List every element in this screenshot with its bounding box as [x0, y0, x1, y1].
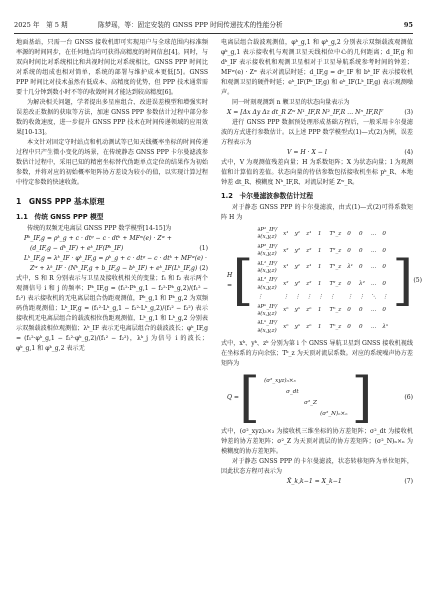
matrix-cell: …: [370, 247, 377, 254]
paragraph: 为解决相关问题，学者提出多星座组合、改进误差模型和增强实时误差改正数据的获取等方法，加速 GNSS PPP 参数估计过程中部分参数的收敛速度，进一步提升 GNSS PPP 技术在时间传递领域的应用效果[10-13]。: [16, 99, 208, 136]
matrix-row: [255, 261, 390, 276]
equation-4: V = H · X − l (4): [287, 149, 413, 156]
matrix-cell: ⋮: [283, 294, 289, 301]
matrix-cell: T¹_z: [329, 264, 342, 271]
matrix-cell: 1: [317, 230, 322, 237]
equation-number: (1): [199, 245, 208, 252]
matrix-cell: ⋱: [370, 294, 377, 301]
matrix-cell: z¹: [306, 230, 312, 237]
matrix-cell: ⋮: [382, 294, 389, 301]
matrix-cell: ⋮: [359, 294, 365, 301]
matrix-row: [255, 277, 390, 292]
matrix-cell: …: [370, 264, 377, 271]
matrix-cell: yⁿ: [294, 307, 301, 314]
matrix-cell: zⁿ: [306, 307, 312, 314]
matrix-cell: 0: [347, 307, 351, 314]
matrix-cell: z²: [306, 281, 312, 288]
matrix-cell: 0: [382, 247, 386, 254]
matrix-cell: 1: [317, 307, 322, 314]
matrix-row: [255, 227, 390, 242]
equation-number: (5): [413, 277, 422, 285]
matrix-cell: 0: [359, 307, 363, 314]
left-column: [16, 38, 208, 354]
matrix-cell: ∂P¹_IF/∂(x,y,z): [257, 227, 278, 241]
paragraph: 进行 GNSS PPP 数据预处理形成基础方程后，一般采用卡尔曼滤波的方式进行参数估计。以上述 PPP 数学模型式(1)—式(2)为例，误差方程表示为: [221, 119, 413, 146]
matrix-cell: yⁿ: [294, 324, 301, 331]
matrix-q-body: (σ²_xyz)₃×₃ σ_dt σ²_Z (σ²_N)ₙ×ₙ: [264, 378, 348, 418]
matrix-cell: x¹: [283, 230, 289, 237]
matrix-cell: ⋮: [294, 294, 301, 301]
matrix-cell: xⁿ: [283, 307, 289, 314]
matrix-cell: ⋮: [347, 294, 353, 301]
matrix-cell: Tⁿ_z: [329, 324, 342, 331]
matrix-cell: y¹: [294, 230, 301, 237]
paragraph: 地面基站，只需一台 GNSS 接收机即可实现用户与全球范围内标准频率源的时间同步，在任何地点均可获得高精度的时间信息[4]。同时，与双向时间比对系统相比和共视时间比对系统相比，GNSS PPP 时间比对系统的组成也相对简单，系统的部署与维护成本更低[5]。GNSS PPP 时间比对技术虽然有低成本、高精度的优势，但 PPP 技术通常需要十几分钟到数小时不等的收敛时间才能达到较高精度[6]。: [16, 39, 208, 96]
matrix-cell: 0: [347, 247, 351, 254]
matrix-cell: y²: [294, 281, 301, 288]
matrix-h-body: [253, 225, 392, 337]
matrix-cell: 0: [359, 230, 363, 237]
matrix-cell: 0: [382, 264, 386, 271]
right-column: [221, 38, 422, 487]
matrix-cell: 0: [359, 247, 363, 254]
equation-number: (4): [404, 149, 413, 156]
header-rule: [14, 33, 413, 34]
matrix-cell: ∂L¹_IF/∂(x,y,z): [257, 260, 278, 275]
subsection-heading: 1.2 卡尔曼滤波参数估计过程: [221, 192, 314, 200]
matrix-cell: …: [370, 230, 377, 237]
equation-2: Lᵏ_IF,g = λᵏ_IF · φᵏ_IF,g = ρᵏ_g + c · dtᵍ − c · dtᵏ + MFʷ(e) · Zʷ + λᵏ_IF · (Nᵏ_IF,g + b_IF,g − bᵏ_IF) + eᵏ_IF(Lᵏ_IF,g) (2): [24, 255, 208, 272]
equation-7: X̂_k,k−1 = X_k−1 (7): [287, 478, 413, 486]
paragraph: 电离层组合载波观测值，φᵏ_g,1 和 φᵏ_g,2 分别表示双频载波观测值 φᵏ_g,1 表示接收机与观测卫星天线相位中心的几何距离；d_IF,g 和 dᵏ_IF 表示接收机和观测卫星相对于卫星导航系统参考时间的钟差；MFʷ(e) · Zʷ 表示对流层时延；d_IF,g = dᵍ_IF 和 bᵏ_IF 表示接收机和观测卫星的硬件时延；eᵏ_IF(Pᵏ_IF,g) 和 eᵏ_IF(Lᵏ_IF,g) 表示观测噪声。: [221, 39, 413, 96]
matrix-cell: 0: [347, 281, 351, 288]
equation-number: (7): [404, 478, 413, 486]
matrix-cell: …: [370, 307, 377, 314]
matrix-cell: 1: [317, 264, 322, 271]
matrix-cell: 0: [359, 264, 363, 271]
matrix-cell: 0: [382, 307, 386, 314]
matrix-cell: ⋮: [329, 294, 336, 301]
matrix-cell: ⋮: [306, 294, 312, 301]
matrix-row: [255, 244, 390, 259]
matrix-row: [255, 304, 390, 319]
paragraph: 传统的双频无电离层 GNSS PPP 数学模型[14-15]为: [27, 225, 172, 232]
paragraph: 式中，S 和 R 分别表示与卫星及接收机相关的变量；f₁ 和 f₂ 表示两个观测信号 i 和 j 的频率；Pᵏ_IF,g = (f₁²·Pᵏ_g,1 − f₂²·Pᵏ_g,2)/(f₁² − f₂²) 表示接收机的无电离层组合伪距观测值，Pᵏ_g,1 和 Pᵏ_g,2 为双频码伪距观测值；Lᵏ_IF,g = (f₁²·Lᵏ_g,1 − f₂²·Lᵏ_g,2)/(f₁² − f₂²) 表示接收机无电离层组合的载波相位伪距观测值，Lᵏ_g,1 和 Lᵏ_g,2 分别表示双频载波相位观测值；λᵏ_IF 表示无电离层组合的载波波长；φᵏ_IF,g = (f₁²·φᵏ_g,1 − f₂²·φᵏ_g,2)/(f₁² − f₂²)，λᵏ_j 为信号 i 的波长；φᵏ_g,1 和 φᵏ_g,2 表示无: [16, 275, 208, 352]
matrix-cell: ∂P²_IF/∂(x,y,z): [257, 243, 278, 258]
equation-3: X = [Δx Δy Δz dt_R Zʷ N¹_IF,R N²_IF,R … Nⁿ_IF,R]ᵀ (3): [227, 109, 413, 116]
matrix-row: [255, 320, 390, 335]
matrix-cell: 1: [317, 247, 322, 254]
matrix-cell: 0: [382, 230, 386, 237]
matrix-cell: x¹: [283, 264, 289, 271]
equation-number: (6): [404, 394, 413, 402]
running-title: 陈梦瑶，等：固定安装的 GNSS PPP 时间传递技术的性能分析: [98, 21, 283, 29]
matrix-cell: 0: [347, 324, 351, 331]
paragraph: 对于静态 GNSS PPP 的卡尔曼滤波，由式(1)—式(2)可得系数矩阵 H 为: [221, 204, 413, 221]
matrix-cell: ∂Pⁿ_IF/∂(x,y,z): [257, 303, 278, 318]
matrix-cell: 0: [347, 230, 351, 237]
journal-issue: 2025 年 第 5 期: [14, 21, 68, 29]
matrix-cell: T²_z: [329, 281, 342, 288]
matrix-cell: …: [370, 324, 377, 331]
matrix-cell: 1: [317, 281, 322, 288]
paragraph: 式中，(σ²_xyz)₃×₃ 为接收机三维坐标的协方差矩阵；σ²_dt 为接收机钟差的协方差矩阵；σ²_Z 为天顶对流层的协方差矩阵；(σ²_N)ₙ×ₙ 为模糊度的协方差矩阵。: [221, 428, 413, 456]
matrix-cell: …: [370, 281, 377, 288]
matrix-cell: ∂L²_IF/∂(x,y,z): [257, 277, 278, 291]
matrix-row: [255, 294, 390, 301]
page-header: [14, 18, 413, 32]
equation-number: (3): [404, 109, 413, 116]
matrix-cell: 0: [382, 281, 386, 288]
matrix-cell: T²_z: [329, 247, 342, 254]
matrix-cell: z¹: [306, 264, 312, 271]
equation-1: Pᵏ_IF,g = ρᵏ_g + c · dtᵍ − c · dtᵏ + MFʷ(e) · Zʷ + (d_IF,g − dᵏ_IF) + eᵏ_IF(Pᵏ_IF) (1): [24, 235, 208, 252]
matrix-cell: T¹_z: [329, 230, 342, 237]
matrix-cell: 0: [359, 324, 363, 331]
paragraph: 同一时刻观测到 n 颗卫星的状态向量表示为: [232, 99, 350, 106]
paragraph: 本文针对固定守时站点和机动测试等已知天线概率坐标的时间传递过程中只产生微小变化的场景，在传统静态 GNSS PPP 卡尔曼滤波参数估计过程中，采用已知的精密坐标替代伪距单点定位的结果作为初始参数，并将对应的初始概率矩阵协方差设为较小的值，以实现计算过程中待定参数的快速收敛。: [16, 139, 208, 186]
matrix-cell: y¹: [294, 264, 301, 271]
matrix-cell: zⁿ: [306, 324, 312, 331]
page-number: 95: [403, 21, 413, 29]
matrix-cell: z²: [306, 247, 312, 254]
paragraph: 对于静态 GNSS PPP 的卡尔曼滤波，状态转移矩阵为单位矩阵，因此状态方程可表示为: [221, 458, 413, 476]
matrix-cell: xⁿ: [283, 324, 289, 331]
paragraph: 式中，xᵏ、yᵏ、zᵏ 分别为第 i 个 GNSS 导航卫星到 GNSS 接收机视线在坐标系的方向余弦；Tᵏ_z 为天顶对流层系数。对应的系统噪声协方差矩阵为: [221, 340, 413, 368]
matrix-cell: ⋮: [317, 294, 324, 301]
section-heading: 1 GNSS PPP 基本原理: [16, 197, 105, 206]
matrix-h: H = [ ∂P¹_IF/∂(x,y,z) x¹ y¹ z¹ 1 T¹_z 0 0 … 0 ∂P²_IF/∂(x,y,z) x² y² z² 1 T²_z 0 0 … 0 ∂L¹_IF/∂(x,y,z) x¹ y¹ z¹ 1 T¹_z λ¹ 0 … 0 ∂L²_IF/∂(x,y,z) x² y² z² 1 T²_z 0 λ² … 0 ⋮ ⋮ ⋮ ⋮ ⋮ ⋮ ⋮ ⋮ ⋱ ⋮ ∂Pⁿ_IF/∂(x,y,z) xⁿ yⁿ zⁿ 1 Tⁿ_z 0 0 … 0 ∂Lⁿ_IF/∂(x,y,z) xⁿ yⁿ zⁿ 1 Tⁿ_z 0 0 … λⁿ ] (5): [227, 225, 413, 337]
matrix-cell: ∂Lⁿ_IF/∂(x,y,z): [257, 320, 278, 334]
matrix-cell: λ¹: [347, 264, 354, 271]
equation-number: (2): [199, 265, 208, 272]
matrix-cell: y²: [294, 247, 301, 254]
matrix-q: Q = [ (σ²_xyz)₃×₃ σ_dt σ²_Z (σ²_N)ₙ×ₙ ] (6): [227, 366, 413, 430]
paragraph: 式中，V 为观测值残差向量；H 为系数矩阵；X 为状态向量；l 为观测值和计算值的差值。状态向量的待估参数包括接收机坐标 pᵏ_R、本地钟差 dt_R、模糊度 Nᵏ_IF,R、对流层时延 Zʷ_R。: [221, 159, 413, 186]
matrix-cell: λ²: [359, 281, 365, 288]
matrix-cell: λⁿ: [382, 324, 389, 331]
subsection-heading: 1.1 传统 GNSS PPP 模型: [16, 213, 104, 221]
matrix-cell: x²: [283, 247, 289, 254]
matrix-cell: ⋮: [257, 294, 263, 301]
matrix-cell: 1: [317, 324, 322, 331]
matrix-cell: x²: [283, 281, 289, 288]
matrix-cell: Tⁿ_z: [329, 307, 342, 314]
